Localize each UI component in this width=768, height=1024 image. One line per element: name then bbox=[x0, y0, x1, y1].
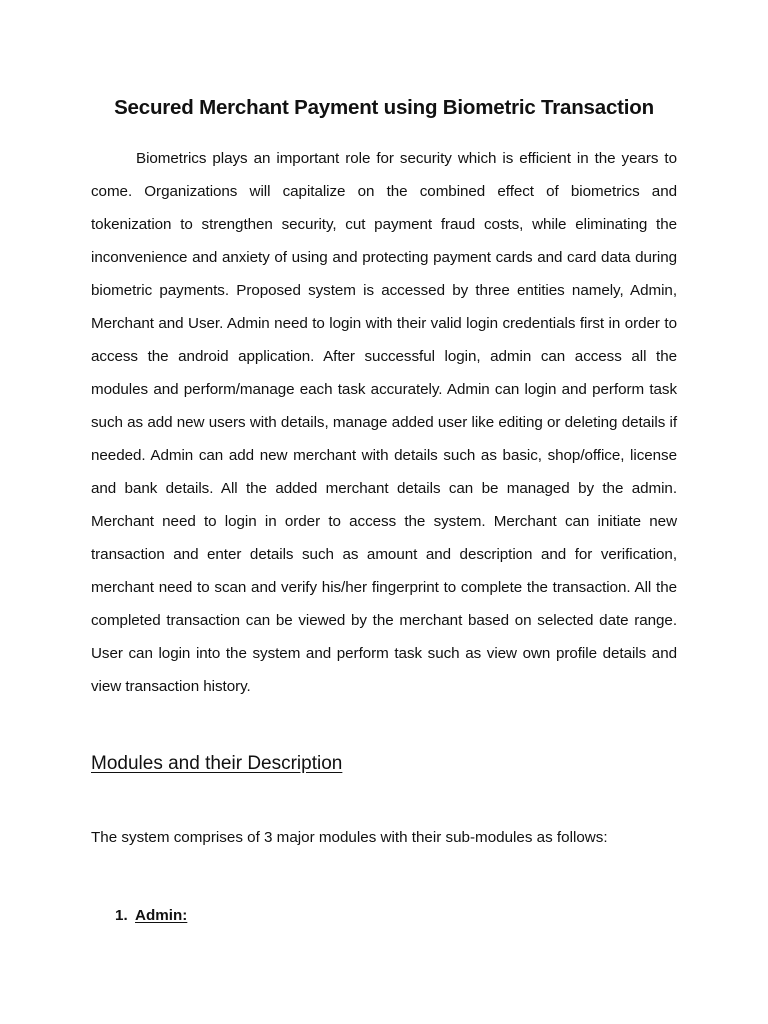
list-item-label: Admin: bbox=[135, 907, 188, 924]
section-heading: Modules and their Description bbox=[91, 753, 343, 774]
list-item bbox=[115, 902, 187, 930]
module-list bbox=[115, 902, 187, 930]
list-item-number: 1. bbox=[115, 907, 128, 924]
modules-intro: The system comprises of 3 major modules with their sub-modules as follows: bbox=[91, 829, 608, 846]
body-paragraph: Biometrics plays an important role for security which is efficient in the years to come. Organizations will capitalize on the combined effect of biometrics and tokenization to strengthen security, cut payment fraud costs, while eliminating the inconvenience and anxiety of using and protecting payment cards and card data during biometric payments. Proposed system is accessed by three entities namely, Admin, Merchant and User. Admin need to login with their valid login credentials first in order to access the android application. After successful login, admin can access all the modules and perform/manage each task accurately. Admin can login and perform task such as add new users with details, manage added user like editing or deleting details if needed. Admin can add new merchant with details such as basic, shop/office, license and bank details. All the added merchant details can be managed by the admin. Merchant need to login in order to access the system. Merchant can initiate new transaction and enter details such as amount and description and for verification, merchant need to scan and verify his/her fingerprint to complete the transaction. All the completed transaction can be viewed by the merchant based on selected date range. User can login into the system and perform task such as view own profile details and view transaction history. bbox=[91, 150, 677, 695]
document-title: Secured Merchant Payment using Biometric Transaction bbox=[114, 96, 654, 119]
